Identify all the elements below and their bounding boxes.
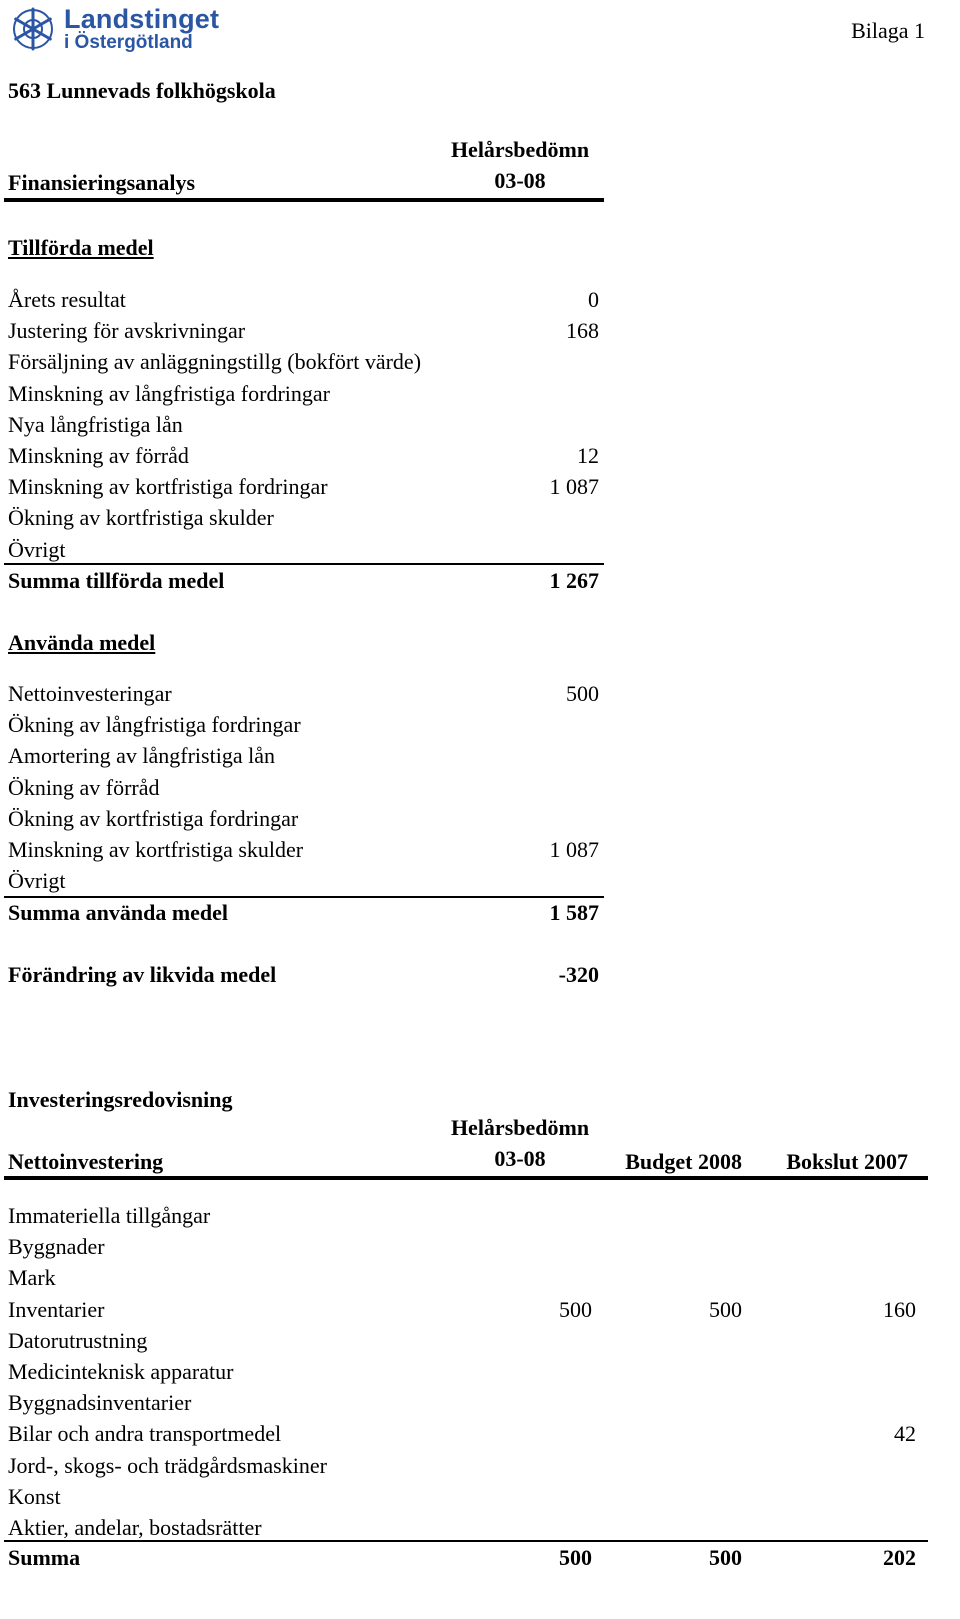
tillforda-row-label: Minskning av kortfristiga fordringar [8, 474, 328, 500]
anvanda-row-label: Minskning av kortfristiga skulder [8, 837, 304, 862]
inv-row-label: Datorutrustning [8, 1327, 148, 1353]
inv-row-label: Konst [8, 1483, 61, 1509]
fin-col-header-line1: Helårsbedömn [450, 137, 590, 162]
inv-row-helarsbedomn: 500 [559, 1296, 592, 1322]
inv-col1-header-line1: Helårsbedömn [450, 1115, 590, 1140]
inv-row-label: Mark [8, 1265, 56, 1291]
anvanda-row-value: 500 [566, 681, 599, 706]
tillforda-sum-label: Summa tillförda medel [8, 568, 225, 593]
tillforda-row-label: Ökning av kortfristiga skulder [8, 505, 274, 531]
tillforda-row-value: 168 [566, 318, 599, 344]
tillforda-row-label: Justering för avskrivningar [8, 318, 246, 344]
anvanda-heading: Använda medel [8, 630, 156, 655]
anvanda-row-label: Ökning av kortfristiga fordringar [8, 805, 299, 831]
tillforda-row-value: 1 087 [549, 474, 599, 500]
inv-subtitle: Nettoinvestering [8, 1149, 164, 1174]
inv-sum-v2: 500 [709, 1545, 742, 1570]
anvanda-row-label: Ökning av långfristiga fordringar [8, 712, 301, 738]
tillforda-sum-value: 1 267 [549, 568, 599, 593]
logo-text-line1: Landstinget [64, 4, 220, 34]
inv-sum-label: Summa [8, 1545, 81, 1570]
tillforda-sum-rule [4, 563, 604, 565]
anvanda-row-label: Amortering av långfristiga lån [8, 743, 275, 769]
tillforda-row-label: Övrigt [8, 536, 66, 562]
anvanda-row-label: Nettoinvesteringar [8, 681, 172, 706]
anvanda-sum-rule [4, 896, 604, 898]
inv-row-label: Immateriella tillgångar [8, 1203, 211, 1228]
inv-row-label: Jord-, skogs- och trädgårdsmaskiner [8, 1452, 327, 1478]
inv-row-bokslut: 42 [894, 1421, 916, 1447]
inv-row-budget: 500 [709, 1296, 742, 1322]
anvanda-row-label: Övrigt [8, 868, 66, 894]
tillforda-row-label: Årets resultat [8, 287, 126, 312]
attachment-label: Bilaga 1 [851, 18, 925, 43]
fin-header-rule [4, 198, 604, 202]
tillforda-heading: Tillförda medel [8, 235, 154, 260]
inv-sum-v3: 202 [883, 1545, 916, 1570]
unit-title: 563 Lunnevads folkhögskola [8, 78, 276, 103]
likvida-change-value: -320 [558, 962, 599, 987]
fin-col-header-line2: 03-08 [494, 168, 546, 193]
inv-title: Investeringsredovisning [8, 1087, 233, 1112]
inv-row-label: Medicinteknisk apparatur [8, 1359, 234, 1384]
logo-text-line2: i Östergötland [64, 32, 193, 53]
anvanda-row-label: Ökning av förråd [8, 774, 160, 800]
inv-row-label: Aktier, andelar, bostadsrätter [8, 1515, 262, 1540]
tillforda-row-label: Minskning av förråd [8, 443, 189, 468]
tillforda-row-label: Nya långfristiga lån [8, 411, 183, 437]
inv-row-label: Inventarier [8, 1296, 105, 1322]
inv-row-label: Byggnadsinventarier [8, 1390, 192, 1416]
inv-header-rule [4, 1176, 928, 1180]
inv-sum-v1: 500 [559, 1545, 592, 1570]
inv-row-label: Bilar och andra transportmedel [8, 1421, 282, 1447]
likvida-change-label: Förändring av likvida medel [8, 962, 277, 987]
inv-row-label: Byggnader [8, 1234, 105, 1260]
anvanda-sum-label: Summa använda medel [8, 900, 229, 925]
tillforda-row-label: Minskning av långfristiga fordringar [8, 380, 330, 406]
inv-col1-header-line2: 03-08 [494, 1146, 546, 1171]
inv-row-bokslut: 160 [883, 1296, 916, 1322]
tillforda-row-value: 0 [588, 287, 599, 312]
tillforda-row-value: 12 [577, 443, 599, 468]
snowflake-emblem-icon [10, 6, 56, 52]
inv-col2-header: Budget 2008 [625, 1149, 742, 1174]
inv-col3-header: Bokslut 2007 [786, 1149, 908, 1174]
inv-sum-rule [4, 1540, 928, 1542]
tillforda-row-label: Försäljning av anläggningstillg (bokfört värde) [8, 349, 422, 375]
anvanda-sum-value: 1 587 [549, 900, 599, 925]
anvanda-row-value: 1 087 [549, 837, 599, 862]
landstinget-logo [10, 4, 225, 54]
fin-title: Finansieringsanalys [8, 170, 196, 195]
